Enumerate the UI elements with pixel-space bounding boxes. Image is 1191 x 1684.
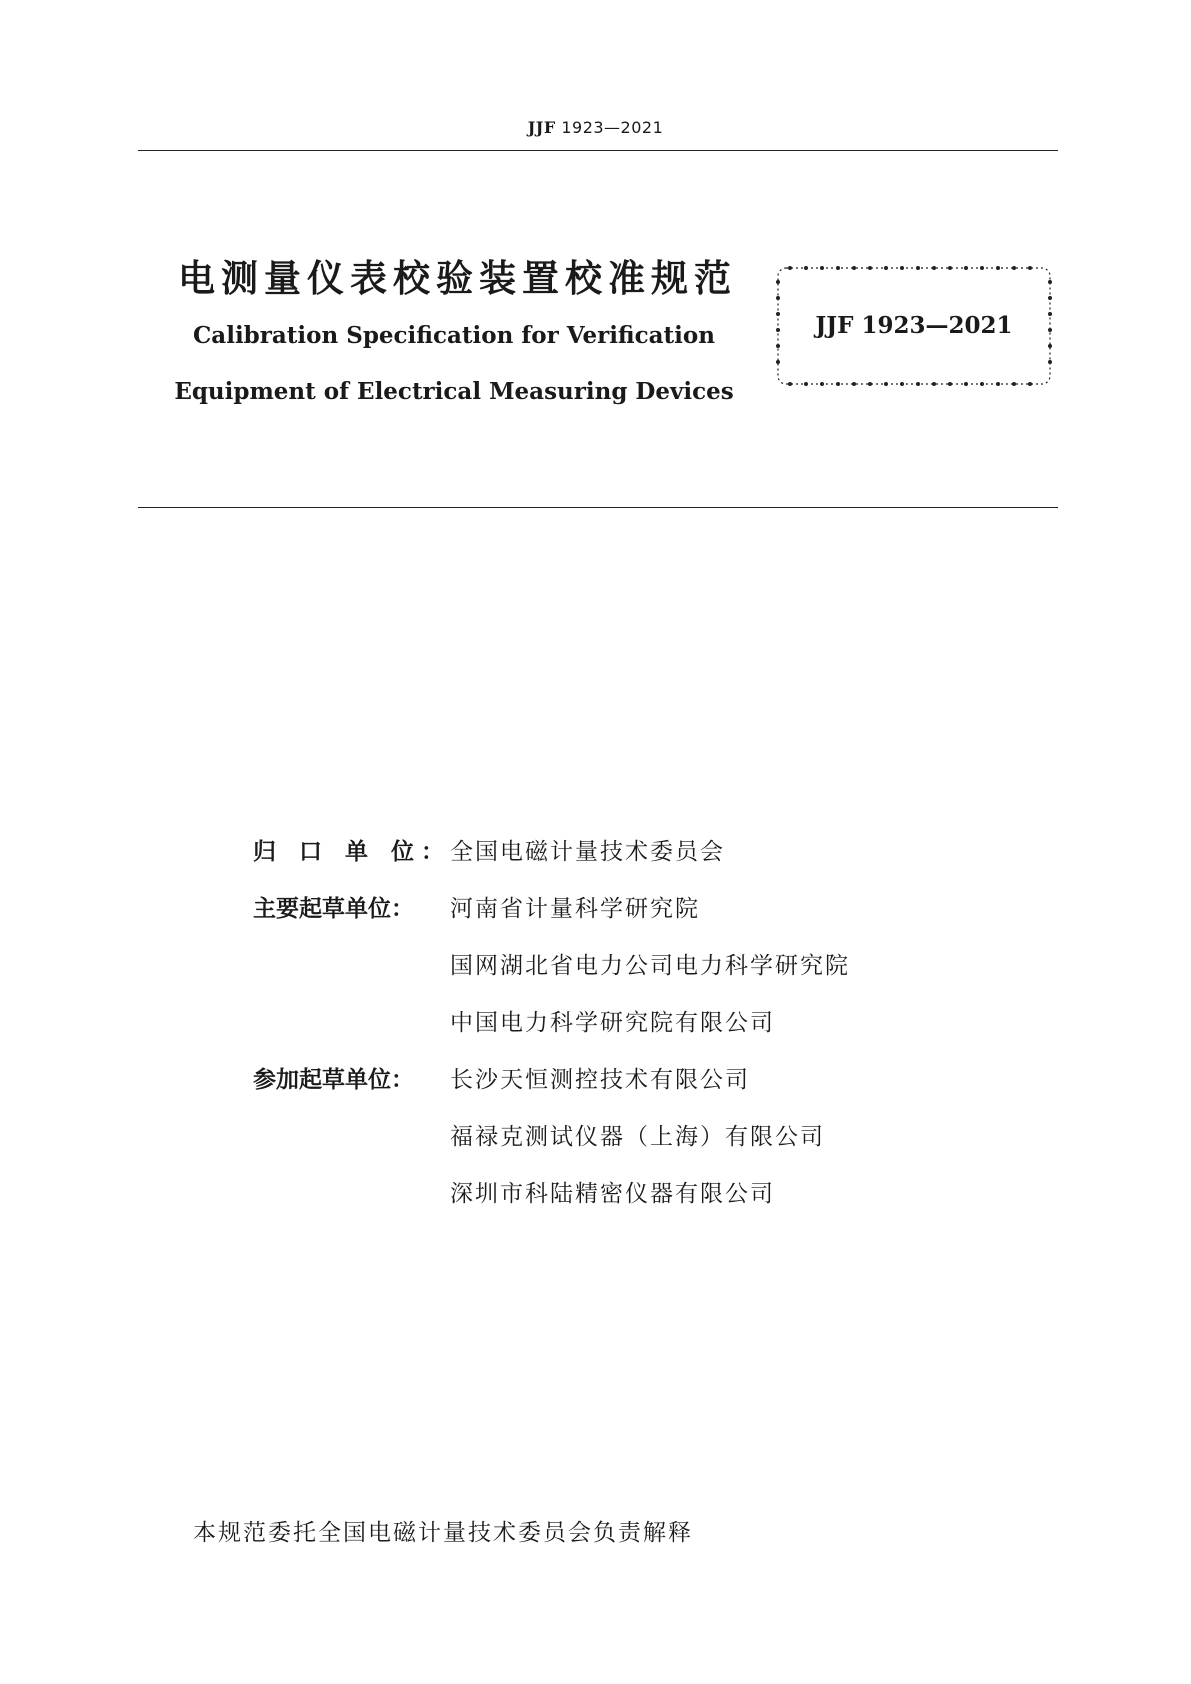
header-rule: [138, 150, 1058, 151]
responsible-unit-label: [253, 833, 445, 865]
border-bead: [776, 280, 780, 284]
border-bead: [820, 382, 824, 386]
label-char: ：: [421, 839, 444, 865]
border-bead: [788, 382, 792, 386]
header-code-number: 1923—2021: [561, 118, 664, 137]
border-bead: [788, 266, 792, 270]
border-bead: [932, 266, 936, 270]
border-bead: [996, 382, 1000, 386]
border-bead: [868, 382, 872, 386]
border-bead: [980, 382, 984, 386]
border-bead: [1012, 266, 1016, 270]
title-rule: [138, 507, 1058, 508]
label-char: 归: [253, 839, 276, 865]
participating-drafting-label: 参加起草单位：: [253, 1067, 414, 1093]
code-box-code: JJF 1923—2021: [815, 312, 1013, 339]
border-bead: [820, 266, 824, 270]
label-char: 口: [299, 839, 322, 865]
interpretation-note: 本规范委托全国电磁计量技术委员会负责解释: [193, 1520, 693, 1546]
border-bead: [916, 382, 920, 386]
border-bead: [776, 296, 780, 300]
border-bead: [776, 344, 780, 348]
border-bead: [836, 382, 840, 386]
border-bead: [900, 266, 904, 270]
main-drafting-unit: 国网湖北省电力公司电力科学研究院: [450, 953, 850, 979]
border-bead: [916, 266, 920, 270]
border-bead: [1048, 344, 1052, 348]
border-bead: [1028, 266, 1032, 270]
border-bead: [948, 266, 952, 270]
border-bead: [804, 382, 808, 386]
border-bead: [868, 266, 872, 270]
border-bead: [964, 266, 968, 270]
main-drafting-unit: 河南省计量科学研究院: [450, 896, 700, 922]
participating-drafting-unit: 福禄克测试仪器（上海）有限公司: [450, 1124, 825, 1150]
code-box: [774, 264, 1054, 388]
border-bead: [884, 382, 888, 386]
border-bead: [948, 382, 952, 386]
label-char: 单: [345, 839, 368, 865]
responsible-unit-value: 全国电磁计量技术委员会: [450, 839, 725, 865]
border-bead: [996, 266, 1000, 270]
border-bead: [884, 266, 888, 270]
border-bead: [932, 382, 936, 386]
running-header: [0, 118, 1191, 137]
participating-drafting-unit: 长沙天恒测控技术有限公司: [450, 1067, 750, 1093]
border-bead: [804, 266, 808, 270]
border-bead: [1012, 382, 1016, 386]
border-bead: [852, 382, 856, 386]
header-code-prefix: JJF: [527, 118, 556, 137]
border-bead: [1048, 360, 1052, 364]
main-drafting-unit: 中国电力科学研究院有限公司: [450, 1010, 775, 1036]
title-chinese: 电测量仪表校验装置校准规范: [178, 257, 737, 300]
participating-drafting-unit: 深圳市科陆精密仪器有限公司: [450, 1181, 775, 1207]
border-bead: [836, 266, 840, 270]
border-bead: [1048, 280, 1052, 284]
border-bead: [776, 360, 780, 364]
title-english-line1: Calibration Specification for Verification: [193, 322, 715, 349]
main-drafting-label: 主要起草单位：: [253, 896, 414, 922]
title-english-line2: Equipment of Electrical Measuring Devices: [174, 378, 734, 405]
border-bead: [1048, 296, 1052, 300]
border-bead: [900, 382, 904, 386]
border-bead: [1028, 382, 1032, 386]
border-bead: [964, 382, 968, 386]
label-char: 位: [391, 839, 414, 865]
border-bead: [980, 266, 984, 270]
border-bead: [852, 266, 856, 270]
